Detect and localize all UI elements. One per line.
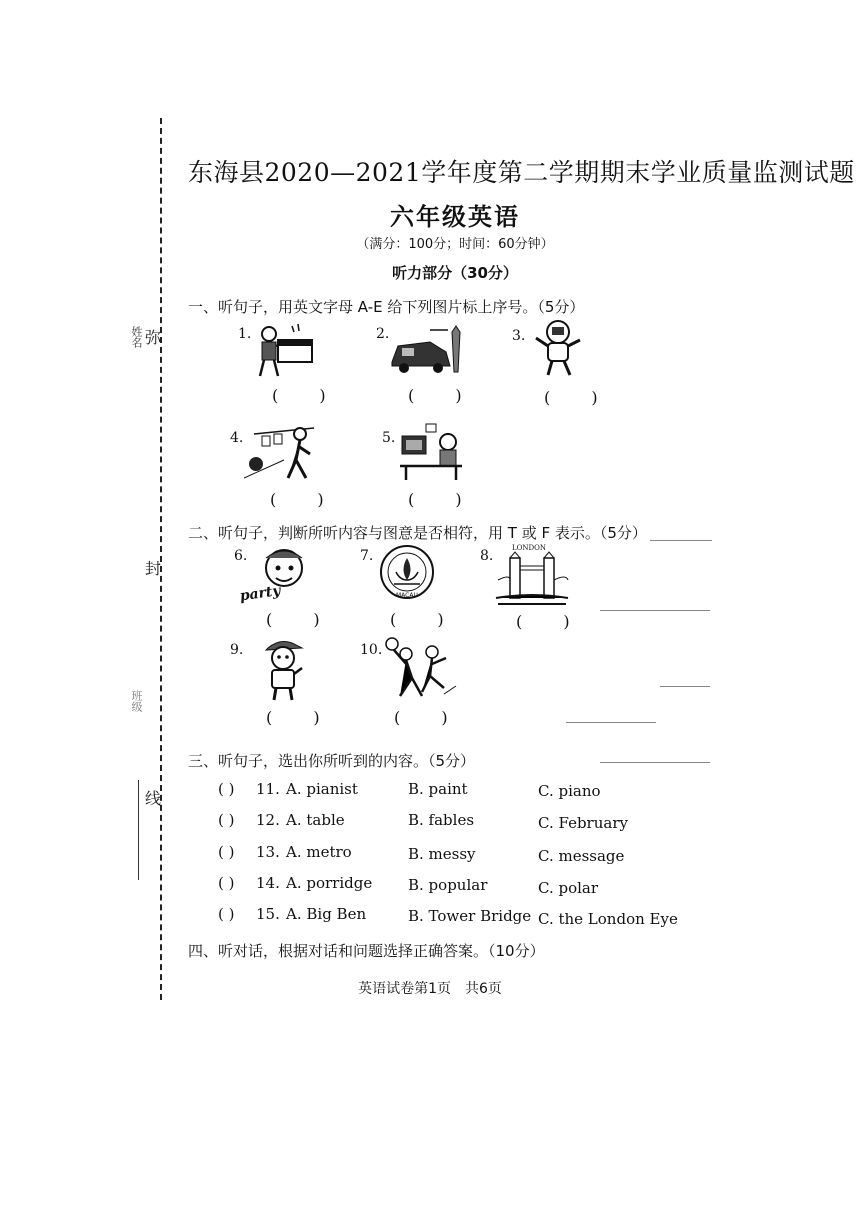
bowling-picture xyxy=(244,420,320,482)
answer-blank[interactable]: ( ) xyxy=(408,386,480,405)
answer-blank[interactable]: ( ) xyxy=(218,905,235,923)
exam-subtitle: 六年级英语 xyxy=(390,203,520,231)
option-c: C. polar xyxy=(538,879,599,897)
name-label: 姓名 xyxy=(130,326,143,348)
macau-text: MACAU xyxy=(396,592,418,599)
option-a: A. metro xyxy=(286,843,352,861)
question-number: 13. xyxy=(256,843,280,861)
class-label: 班级 xyxy=(130,690,143,712)
faint-rule xyxy=(600,762,710,763)
ball-players-picture xyxy=(382,634,462,702)
car-traffic-picture xyxy=(390,322,466,378)
faint-rule xyxy=(600,610,710,611)
london-text: LONDON xyxy=(512,544,546,552)
item-number: 9. xyxy=(230,642,244,658)
party-face-picture xyxy=(238,540,318,604)
option-a: A. pianist xyxy=(286,780,358,798)
party-text: party xyxy=(238,582,282,604)
item-number: 3. xyxy=(512,328,526,344)
answer-blank[interactable]: ( ) xyxy=(390,610,462,629)
option-a: A. table xyxy=(286,811,345,829)
answer-blank[interactable]: ( ) xyxy=(218,811,235,829)
answer-blank[interactable]: ( ) xyxy=(218,780,235,798)
option-c: C. piano xyxy=(538,782,601,800)
question-number: 11. xyxy=(256,780,280,798)
item-number: 2. xyxy=(376,326,390,342)
page-footer: 英语试卷第1页 共6页 xyxy=(358,981,502,997)
item-number: 1. xyxy=(238,326,252,342)
item-number: 10. xyxy=(360,642,383,658)
answer-blank[interactable]: ( ) xyxy=(266,708,338,727)
section-2-heading: 二、听句子，判断所听内容与图意是否相符，用 T 或 F 表示。（5分） xyxy=(188,524,647,542)
faint-rule xyxy=(650,540,712,541)
option-c: C. the London Eye xyxy=(538,910,678,928)
section-1-heading: 一、听句子，用英文字母 A-E 给下列图片标上序号。（5分） xyxy=(188,298,585,316)
answer-blank[interactable]: ( ) xyxy=(408,490,480,509)
astronaut-picture xyxy=(530,318,586,378)
answer-blank[interactable]: ( ) xyxy=(270,490,342,509)
answer-blank[interactable]: ( ) xyxy=(218,843,235,861)
option-a: A. Big Ben xyxy=(286,905,367,923)
answer-blank[interactable]: ( ) xyxy=(272,386,344,405)
seal-char-mi: 弥 xyxy=(145,328,162,347)
answer-blank[interactable]: ( ) xyxy=(516,612,588,631)
computer-desk-picture xyxy=(398,420,464,482)
faint-rule xyxy=(566,722,656,723)
section-3-heading: 三、听句子，选出你所听到的内容。（5分） xyxy=(188,752,476,770)
boy-cap-picture xyxy=(258,634,308,702)
question-number: 14. xyxy=(256,874,280,892)
option-b: B. Tower Bridge xyxy=(408,907,532,925)
pianist-picture xyxy=(252,320,314,378)
listening-part-heading: 听力部分（30分） xyxy=(392,264,518,282)
question-number: 15. xyxy=(256,905,280,923)
option-c: C. message xyxy=(538,847,625,865)
exam-title: 东海县2020—2021学年度第二学期期末学业质量监测试题 xyxy=(188,158,855,187)
option-b: B. popular xyxy=(408,876,488,894)
answer-blank[interactable]: ( ) xyxy=(544,388,616,407)
tower-bridge-picture xyxy=(494,540,570,608)
item-number: 7. xyxy=(360,548,374,564)
item-number: 6. xyxy=(234,548,248,564)
seal-char-feng: 封 xyxy=(145,559,162,578)
section-4-heading: 四、听对话，根据对话和问题选择正确答案。（10分） xyxy=(188,942,545,960)
option-b: B. paint xyxy=(408,780,468,798)
option-a: A. porridge xyxy=(286,874,373,892)
answer-blank[interactable]: ( ) xyxy=(394,708,466,727)
option-b: B. messy xyxy=(408,845,476,863)
item-number: 5. xyxy=(382,430,396,446)
answer-blank[interactable]: ( ) xyxy=(218,874,235,892)
seal-char-xian: 线 xyxy=(145,789,162,808)
question-number: 12. xyxy=(256,811,280,829)
option-b: B. fables xyxy=(408,811,475,829)
item-number: 4. xyxy=(230,430,244,446)
macau-emblem-picture xyxy=(378,542,436,604)
faint-rule xyxy=(660,686,710,687)
seal-bracket-line xyxy=(138,780,139,880)
option-c: C. February xyxy=(538,814,628,832)
exam-meta: （满分：100分；时间：60分钟） xyxy=(356,237,554,252)
answer-blank[interactable]: ( ) xyxy=(266,610,338,629)
item-number: 8. xyxy=(480,548,494,564)
